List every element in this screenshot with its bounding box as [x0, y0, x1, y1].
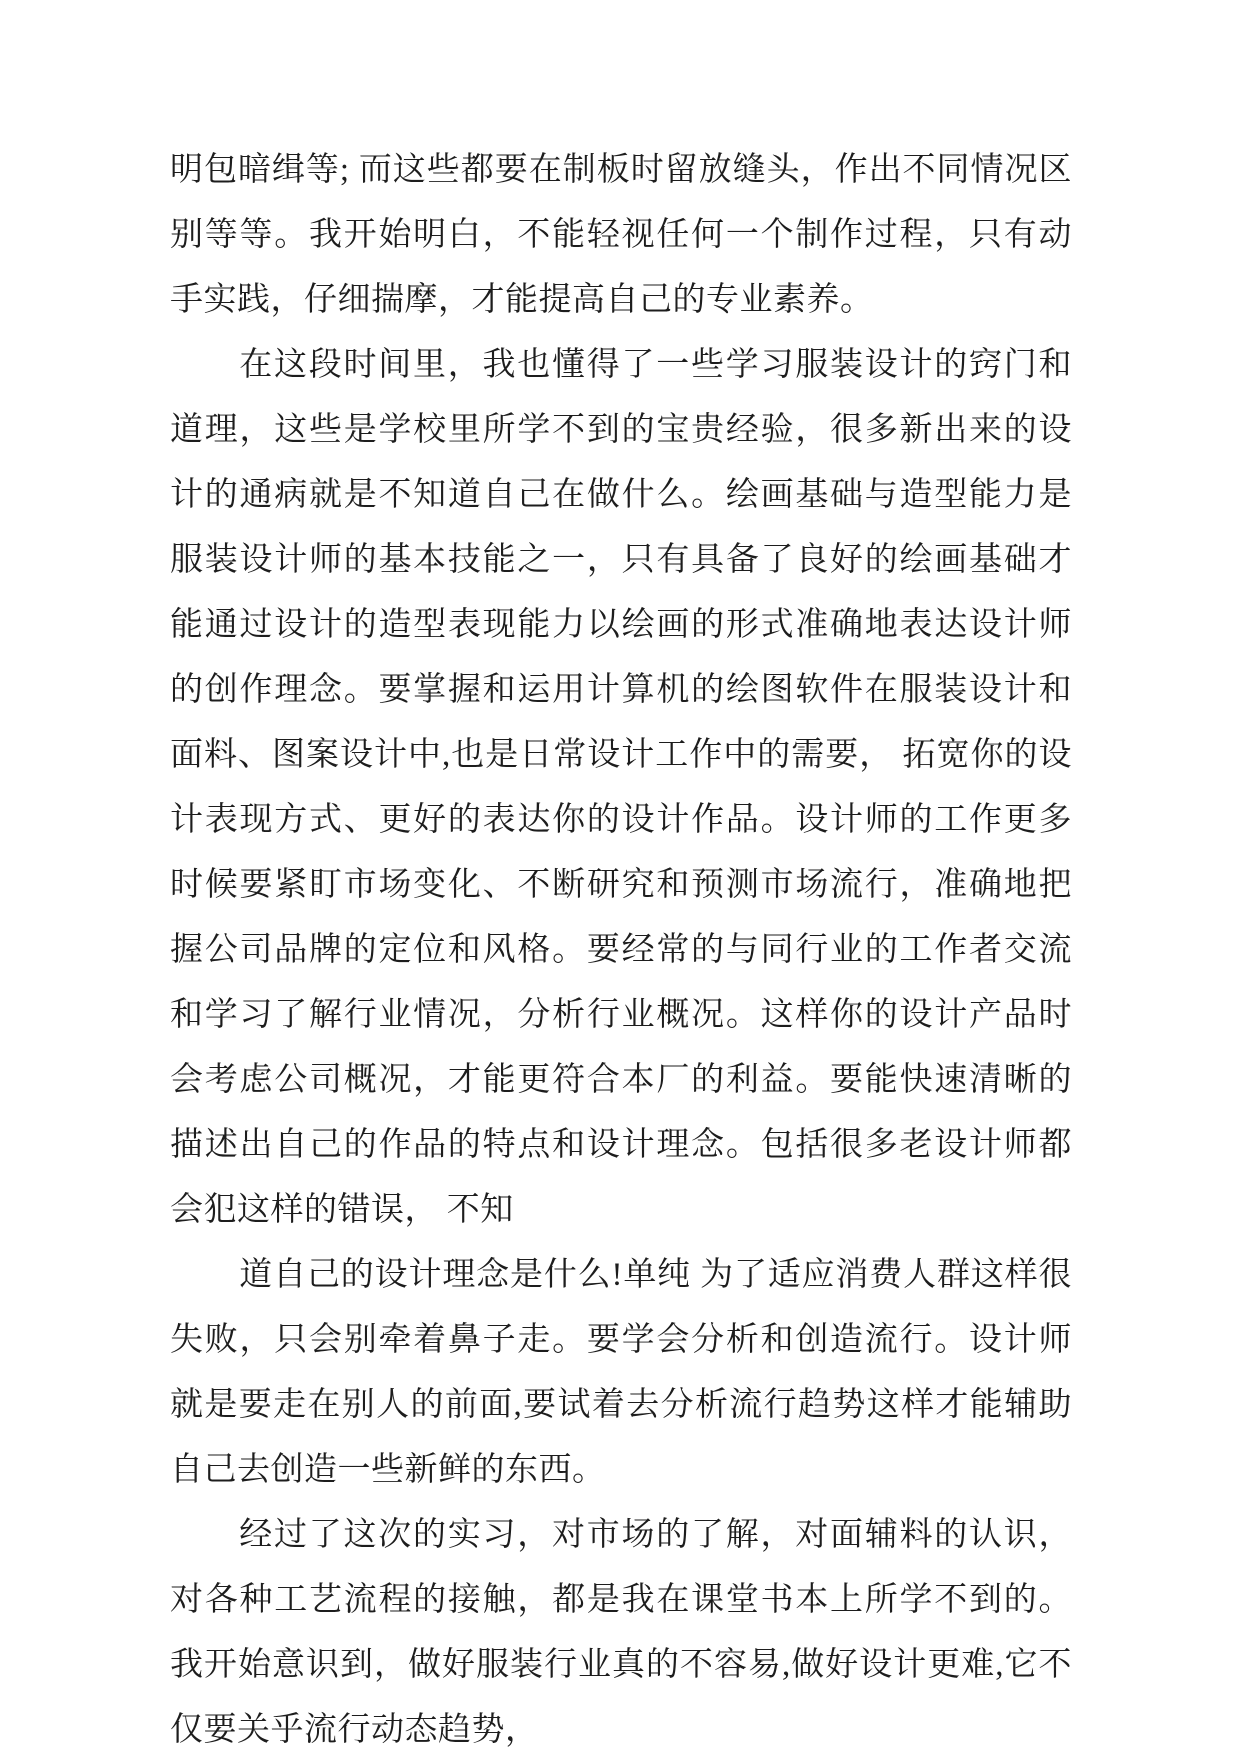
paragraph: 经过了这次的实习，对市场的了解，对面辅料的认识，对各种工艺流程的接触，都是我在课堂书本上所学不到的。我开始意识到，做好服装行业真的不容易,做好设计更难,它不仅要关乎流行动态趋势， — [170, 1517, 1072, 1748]
paragraph: 在这段时间里，我也懂得了一些学习服装设计的窍门和道理，这些是学校里所学不到的宝贵经验，很多新出来的设计的通病就是不知道自己在做什么。绘画基础与造型能力是服装设计师的基本技能之一，只有具备了良好的绘画基础才能通过设计的造型表现能力以绘画的形式准确地表达设计师的创作理念。要掌握和运用计算机的绘图软件在服装设计和面料、图案设计中,也是日常设计工作中的需要， 拓宽你的设计表现方式、更好的表达你的设计作品。设计师的工作更多时候要紧盯市场变化、不断研究和预测市场流行，准确地把握公司品牌的定位和风格。要经常的与同行业的工作者交流和学习了解行业情况，分析行业概况。这样你的设计产品时会考虑公司概况，才能更符合本厂的利益。要能快速清晰的描述出自己的作品的特点和设计理念。包括很多老设计师都会犯这样的错误， 不知 — [170, 347, 1072, 1228]
paragraph: 道自己的设计理念是什么!单纯 为了适应消费人群这样很失败，只会别牵着鼻子走。要学会分析和创造流行。设计师就是要走在别人的前面,要试着去分析流行趋势这样才能辅助自己去创造一些新鲜的东西。 — [170, 1257, 1072, 1488]
paragraph: 明包暗缉等; 而这些都要在制板时留放缝头，作出不同情况区别等等。我开始明白，不能轻视任何一个制作过程，只有动手实践，仔细揣摩，才能提高自己的专业素养。 — [170, 152, 1072, 318]
